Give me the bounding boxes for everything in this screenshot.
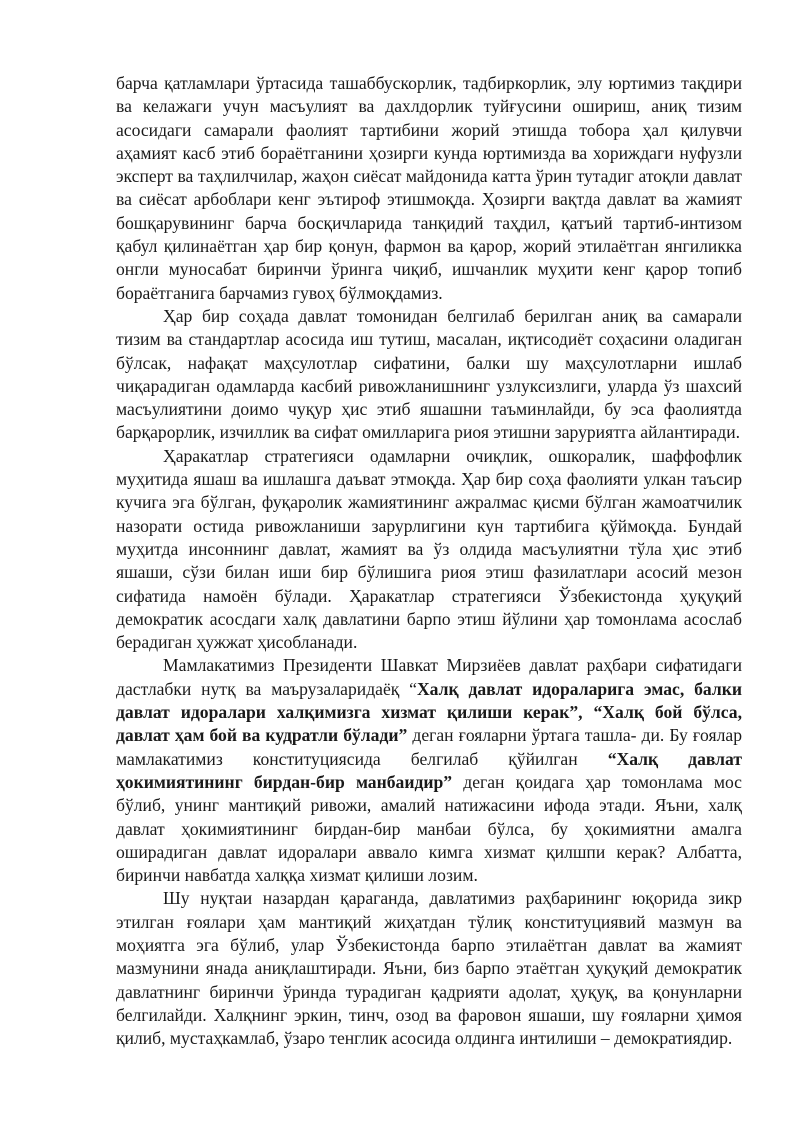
paragraph-3-text: Ҳаракатлар стратегияси одамларни очиқлик, ошкоралик, шаффофлик муҳитида яшаш ва ишлашга даъват этмоқда. Ҳар бир соҳа фаолияти улкан таъсир кучига эга бўлган, фуқаролик жамиятининг ажралмас қисми бўлган жамоатчилик назорати остида ривожланиши зарурлигини кун тартибига қўймоқда. Бундай муҳитда инсоннинг давлат, жамият ва ўз олдида масъулиятни тўла ҳис этиб яшаши, сўзи билан иши бир бўлишига риоя этиш фазилатлари асосий мезон сифатида намоён бўлади. Ҳаракатлар стратегияси Ўзбекистонда ҳуқуқий демократик асосдаги халқ давлатини барпо этиш йўлини ҳар томонлама асослаб берадиган ҳужжат ҳисобланади. [116,445,742,653]
paragraph-1-text: барча қатламлари ўртасида ташаббускорлик, тадбиркорлик, элу юртимиз тақдири ва келажаги учун масъулият ва дахлдорлик туйғусини ошириш, аниқ тизим асосидаги самарали фаолият тартибини жорий этишда тобора ҳал қилувчи аҳамият касб этиб бораётганини ҳозирги кунда юртимизда ва хориждаги нуфузли эксперт ва таҳлилчилар, жаҳон сиёсат майдонида катта ўрин тутадиг атоқли давлат ва сиёсат арбоблари кенг эътироф этишмоқда. Ҳозирги вақтда давлат ва жамият бошқарувининг барча босқичларида танқидий таҳдил, қатъий тартиб-интизом қабул қилинаётган ҳар бир қонун, фармон ва қарор, жорий этилаётган янгиликка онгли муносабат биринчи ўринга чиқиб, ишчанлик муҳити кенг қарор топиб бораётганига барчамиз гувоҳ бўлмоқдамиз. [116,73,742,303]
document-page [116,72,742,1050]
paragraph-5-text: Шу нуқтаи назардан қараганда, давлатимиз раҳбарининг юқорида зикр этилган ғоялари ҳам мантиқий жиҳатдан тўлиқ конституциявий мазмун ва моҳиятга эга бўлиб, улар Ўзбекистонда барпо этилаётган давлат ва жамият мазмунини янада аниқлаштиради. Яъни, биз барпо этаётган ҳуқуқий демократик давлатнинг биринчи ўринда турадиган қадрияти адолат, ҳуқуқ, ва қонунларни белгилайди. Халқнинг эркин, тинч, озод ва фаровон яшаши, шу ғояларни ҳимоя қилиб, мустаҳкамлаб, ўзаро тенглик асосида олдинга интилиши – демократиядир. [116,888,742,1049]
paragraph-4 [116,654,742,887]
paragraph-4-run-3: деган ғояларни ўртага ташла- ди. Бу ғоялар мамлакатимиз конституциясида белгилаб қўйилган [116,725,742,769]
paragraph-5 [116,887,742,1050]
paragraph-3 [116,445,742,655]
paragraph-2-text: Ҳар бир соҳада давлат томонидан белгилаб берилган аниқ ва самарали тизим ва стандартлар асосида иш тутиш, масалан, иқтисодиёт соҳасини оладиган бўлсак, нафақат маҳсулотлар сифатини, балки шу маҳсулотларни ишлаб чиқарадиган одамларда касбий ривожланишнинг узлуксизлиги, уларда ўз шахсий масъулиятини доимо чуқур ҳис этиб яшашни таъминлайди, бу эса фаолиятда барқарорлик, изчиллик ва сифат омилларига риоя этишни заруриятга айлантиради. [116,305,742,443]
quote-constitution-rule: “Халқ давлат ҳокимиятининг бирдан-бир манбаидир” [116,748,742,792]
paragraph-1 [116,72,742,305]
paragraph-2 [116,305,742,445]
paragraph-4-run-5: деган қоидага ҳар томонлама мос бўлиб, унинг мантиқий ривожи, амалий натижасини ифода этади. Яъни, халқ давлат ҳокимиятининг бирдан-бир манбаи бўлса, бу ҳокимиятни амалга оширадиган давлат идоралари аввало кимга хизмат қилшпи керак? Албатта, биринчи навбатда халққа хизмат қилиши лозим. [116,771,742,886]
paragraph-4-run-1: Мамлакатимиз Президенти Шавкат Мирзиёев давлат раҳбари сифатидаги дастлабки нутқ ва маърузаларидаёқ “ [116,655,742,699]
quote-president-ideas: Халқ давлат идораларига эмас, балки давлат идоралари халқимизга хизмат қилиши керак”, “Халқ бой бўлса, давлат ҳам бой ва кудратли бўлади” [116,678,742,746]
